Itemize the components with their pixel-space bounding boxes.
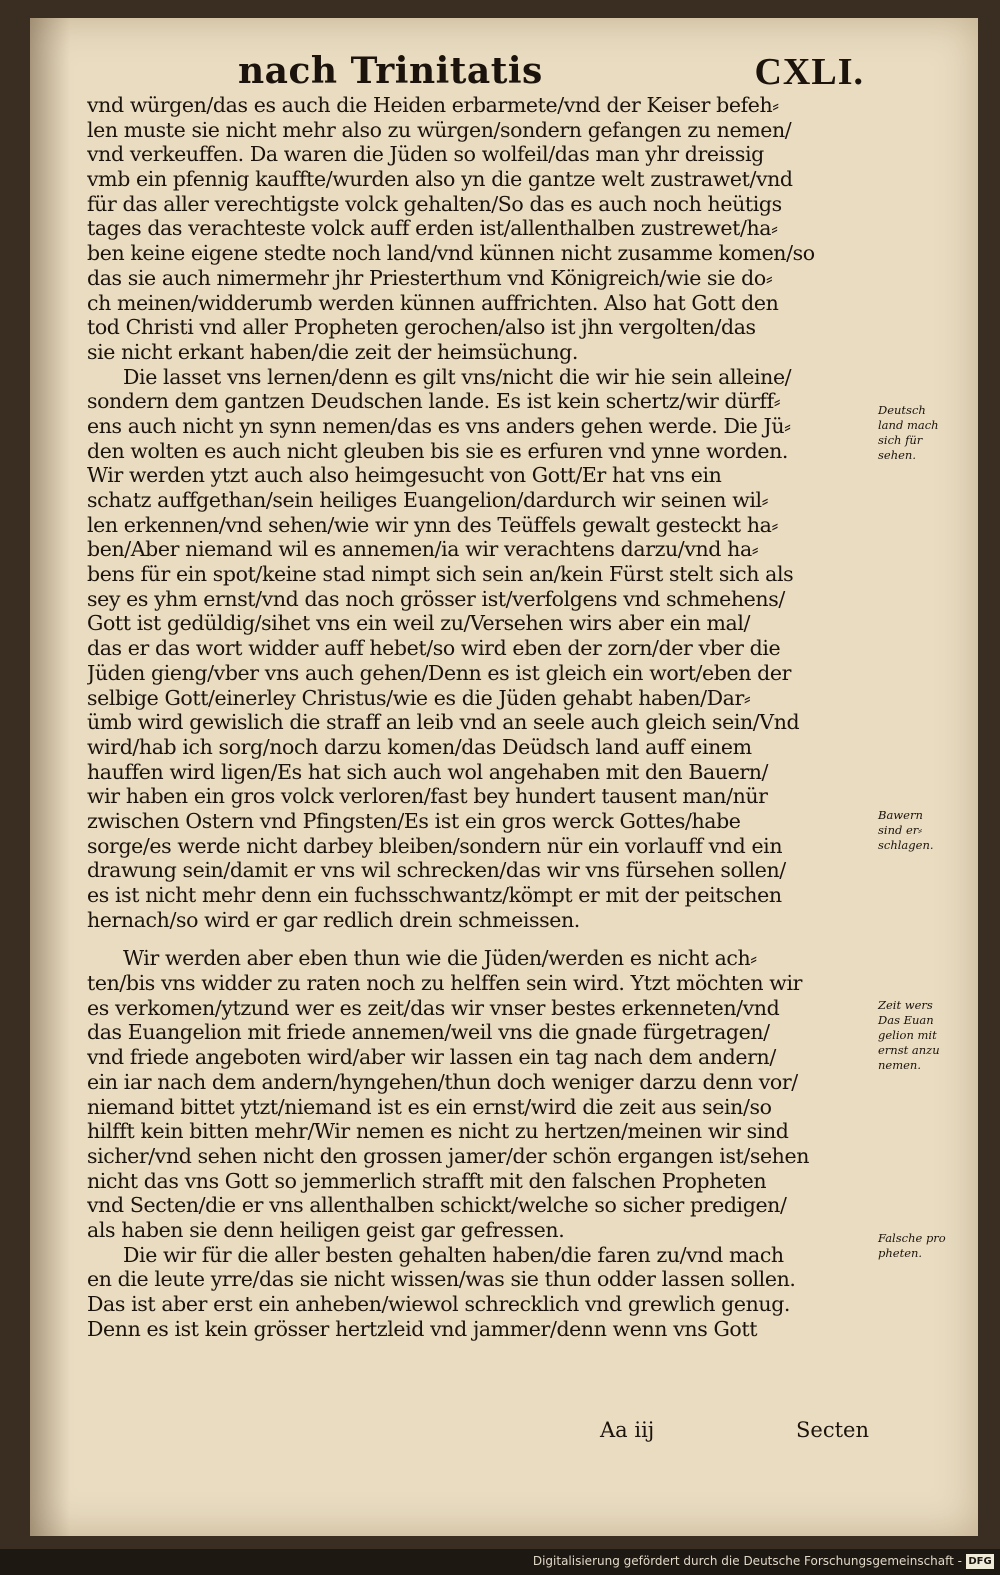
text-line: sorge/es werde nicht darbey bleiben/sondern nür ein vorlauff vnd ein — [87, 833, 783, 858]
text-line: das Euangelion mit friede annemen/weil vns die gnade fürgetragen/ — [87, 1020, 770, 1045]
text-line: Das ist aber erst ein anheben/wiewol schrecklich vnd grewlich genug. — [87, 1292, 791, 1316]
paragraph — [87, 365, 865, 464]
text-line: len erkennen/vnd sehen/wie wir ynn des Teüffels gewalt gesteckt ha⸗ — [87, 512, 778, 537]
text-line: tod Christi vnd aller Propheten gerochen/also ist jhn vergolten/das — [87, 315, 756, 340]
text-line: für das aller verechtigste volck gehalten/So das es auch noch heütigs — [87, 191, 782, 216]
signature-mark: Aa iij — [600, 1418, 655, 1442]
text-line: wird/hab ich sorg/noch darzu komen/das Deüdsch land auff einem — [87, 734, 752, 759]
paragraph — [87, 93, 865, 365]
text-line: sey es yhm ernst/vnd das noch grösser ist/verfolgens vnd schmehens/ — [87, 586, 785, 611]
text-line: drawung sein/damit er vns wil schrecken/das wir vns fürsehen sollen/ — [87, 858, 786, 883]
text-line: ein iar nach dem andern/hyngehen/thun doch weniger darzu denn vor/ — [87, 1069, 798, 1094]
margin-note-line: Das Euan — [878, 1013, 934, 1027]
text-line: den wolten es auch nicht gleuben bis sie es erfuren vnd ynne worden. — [87, 438, 788, 463]
margin-note — [878, 403, 978, 463]
text-line: ben keine eigene stedte noch land/vnd künnen nicht zusamme komen/so — [87, 241, 815, 266]
text-line: nicht das vns Gott so jemmerlich strafft mit den falschen Propheten — [87, 1168, 767, 1193]
funding-credit: Digitalisierung gefördert durch die Deutsche Forschungsgemeinschaft - — [532, 1554, 962, 1568]
text-line: len muste sie nicht mehr also zu würgen/sondern gefangen zu nemen/ — [87, 117, 792, 142]
text-line: selbige Gott/einerley Christus/wie es die Jüden gehabt haben/Dar⸗ — [87, 685, 751, 710]
text-line: Jüden gieng/vber vns auch gehen/Denn es ist gleich ein wort/eben der — [87, 660, 791, 685]
margin-note — [878, 1231, 978, 1261]
credit-bar — [0, 1549, 1000, 1575]
paragraph — [87, 946, 865, 1242]
paragraph-gap — [87, 932, 865, 946]
folio-number: CXLI. — [754, 51, 864, 93]
text-line: niemand bittet ytzt/niemand ist es ein ernst/wird die zeit aus sein/so — [87, 1094, 772, 1119]
text-line: Wir werden aber eben thun wie die Jüden/werden es nicht ach⸗ — [123, 946, 757, 971]
text-line: sicher/vnd sehen nicht den grossen jamer/der schön ergangen ist/sehen — [87, 1143, 810, 1168]
margin-note-line: ernst anzu — [878, 1043, 940, 1057]
page-footer — [600, 1418, 900, 1458]
text-line: ch meinen/widderumb werden künnen auffrichten. Also hat Gott den — [87, 290, 779, 315]
text-line: Die wir für die aller besten gehalten haben/die faren zu/vnd mach — [123, 1242, 784, 1267]
catchword: Secten — [796, 1418, 869, 1442]
book-page — [30, 18, 978, 1536]
text-line: tages das verachteste volck auff erden ist/allenthalben zustrewet/ha⸗ — [87, 216, 778, 241]
text-line: hilfft kein bitten mehr/Wir nemen es nicht zu hertzen/meinen wir sind — [87, 1119, 789, 1144]
main-text — [87, 93, 865, 1341]
margin-note-line: Deutsch — [878, 403, 926, 417]
text-line: schatz auffgethan/sein heiliges Euangelion/dardurch wir seinen wil⸗ — [87, 488, 769, 512]
text-line: ten/bis vns widder zu raten noch zu helffen sein wird. Ytzt möchten wir — [87, 971, 802, 996]
text-line: Wir werden ytzt auch also heimgesucht von Gott/Er hat vns ein — [87, 463, 722, 488]
text-line: vnd friede angeboten wird/aber wir lassen ein tag nach dem andern/ — [87, 1045, 776, 1070]
text-line: als haben sie denn heiligen geist gar gefressen. — [87, 1217, 565, 1242]
margin-note-line: schlagen. — [878, 838, 934, 852]
margin-note-line: land mach — [878, 418, 939, 432]
margin-note-line: gelion mit — [878, 1028, 937, 1042]
text-line: es ist nicht mehr denn ein fuchsschwantz/kömpt er mit der peitschen — [87, 883, 782, 907]
text-line: es verkomen/ytzund wer es zeit/das wir vnser bestes erkenneten/vnd — [87, 995, 780, 1020]
text-line: ben/Aber niemand wil es annemen/ia wir verachtens darzu/vnd ha⸗ — [87, 537, 759, 562]
text-line: Denn es ist kein grösser hertzleid vnd jammer/denn wenn vns Gott — [87, 1316, 758, 1341]
text-line: hernach/so wird er gar redlich drein schmeissen. — [87, 907, 580, 932]
paragraph — [87, 1292, 865, 1341]
margin-note-line: sind er⸗ — [878, 823, 923, 837]
text-line: vnd würgen/das es auch die Heiden erbarmete/vnd der Keiser befeh⸗ — [87, 93, 779, 117]
text-line: vmb ein pfennig kauffte/wurden also yn die gantze welt zustrawet/vnd — [87, 167, 793, 192]
text-line: hauffen wird ligen/Es hat sich auch wol angehaben mit den Bauern/ — [87, 759, 769, 784]
margin-note-line: sehen. — [878, 448, 916, 462]
margin-note-line: Zeit wers — [878, 998, 933, 1012]
text-line: sie nicht erkant haben/die zeit der heimsüchung. — [87, 339, 578, 364]
margin-note — [878, 998, 978, 1073]
dfg-logo-icon: DFG — [966, 1554, 994, 1569]
text-line: das er das wort widder auff hebet/so wird eben der zorn/der vber die — [87, 636, 781, 661]
margin-note — [878, 808, 978, 853]
paragraph — [87, 463, 865, 932]
running-head: nach Trinitatis — [238, 50, 543, 92]
text-line: ümb wird gewislich die straff an leib vnd an seele auch gleich sein/Vnd — [87, 710, 800, 735]
text-line: vnd Secten/die er vns allenthalben schickt/welche so sicher predigen/ — [87, 1193, 787, 1218]
text-line: bens für ein spot/keine stad nimpt sich sein an/kein Fürst stelt sich als — [87, 562, 794, 587]
margin-note-line: sich für — [878, 433, 923, 447]
text-line: Gott ist gedüldig/sihet vns ein weil zu/Versehen wirs aber ein mal/ — [87, 611, 751, 636]
margin-note-line: Falsche pro — [878, 1231, 946, 1245]
text-line: sondern dem gantzen Deudschen lande. Es ist kein schertz/wir dürff⸗ — [87, 389, 781, 414]
margin-note-line: Bawern — [878, 808, 923, 822]
text-line: das sie auch nimermehr jhr Priesterthum vnd Königreich/wie sie do⸗ — [87, 265, 773, 290]
text-line: en die leute yrre/das sie nicht wissen/was sie thun odder lassen sollen. — [87, 1267, 796, 1292]
paragraph — [87, 1243, 865, 1292]
text-line: Die lasset vns lernen/denn es gilt vns/nicht die wir hie sein alleine/ — [123, 364, 792, 389]
page-gutter-shadow — [30, 18, 70, 1536]
text-line: wir haben ein gros volck verloren/fast bey hundert tausent man/nür — [87, 784, 768, 809]
text-line: ens auch nicht yn synn nemen/das es vns anders gehen werde. Die Jü⸗ — [87, 413, 791, 438]
text-line: vnd verkeuffen. Da waren die Jüden so wolfeil/das man yhr dreissig — [87, 142, 764, 167]
margin-note-line: nemen. — [878, 1058, 921, 1072]
text-line: zwischen Ostern vnd Pfingsten/Es ist ein gros werck Gottes/habe — [87, 808, 741, 833]
margin-note-line: pheten. — [878, 1246, 923, 1260]
